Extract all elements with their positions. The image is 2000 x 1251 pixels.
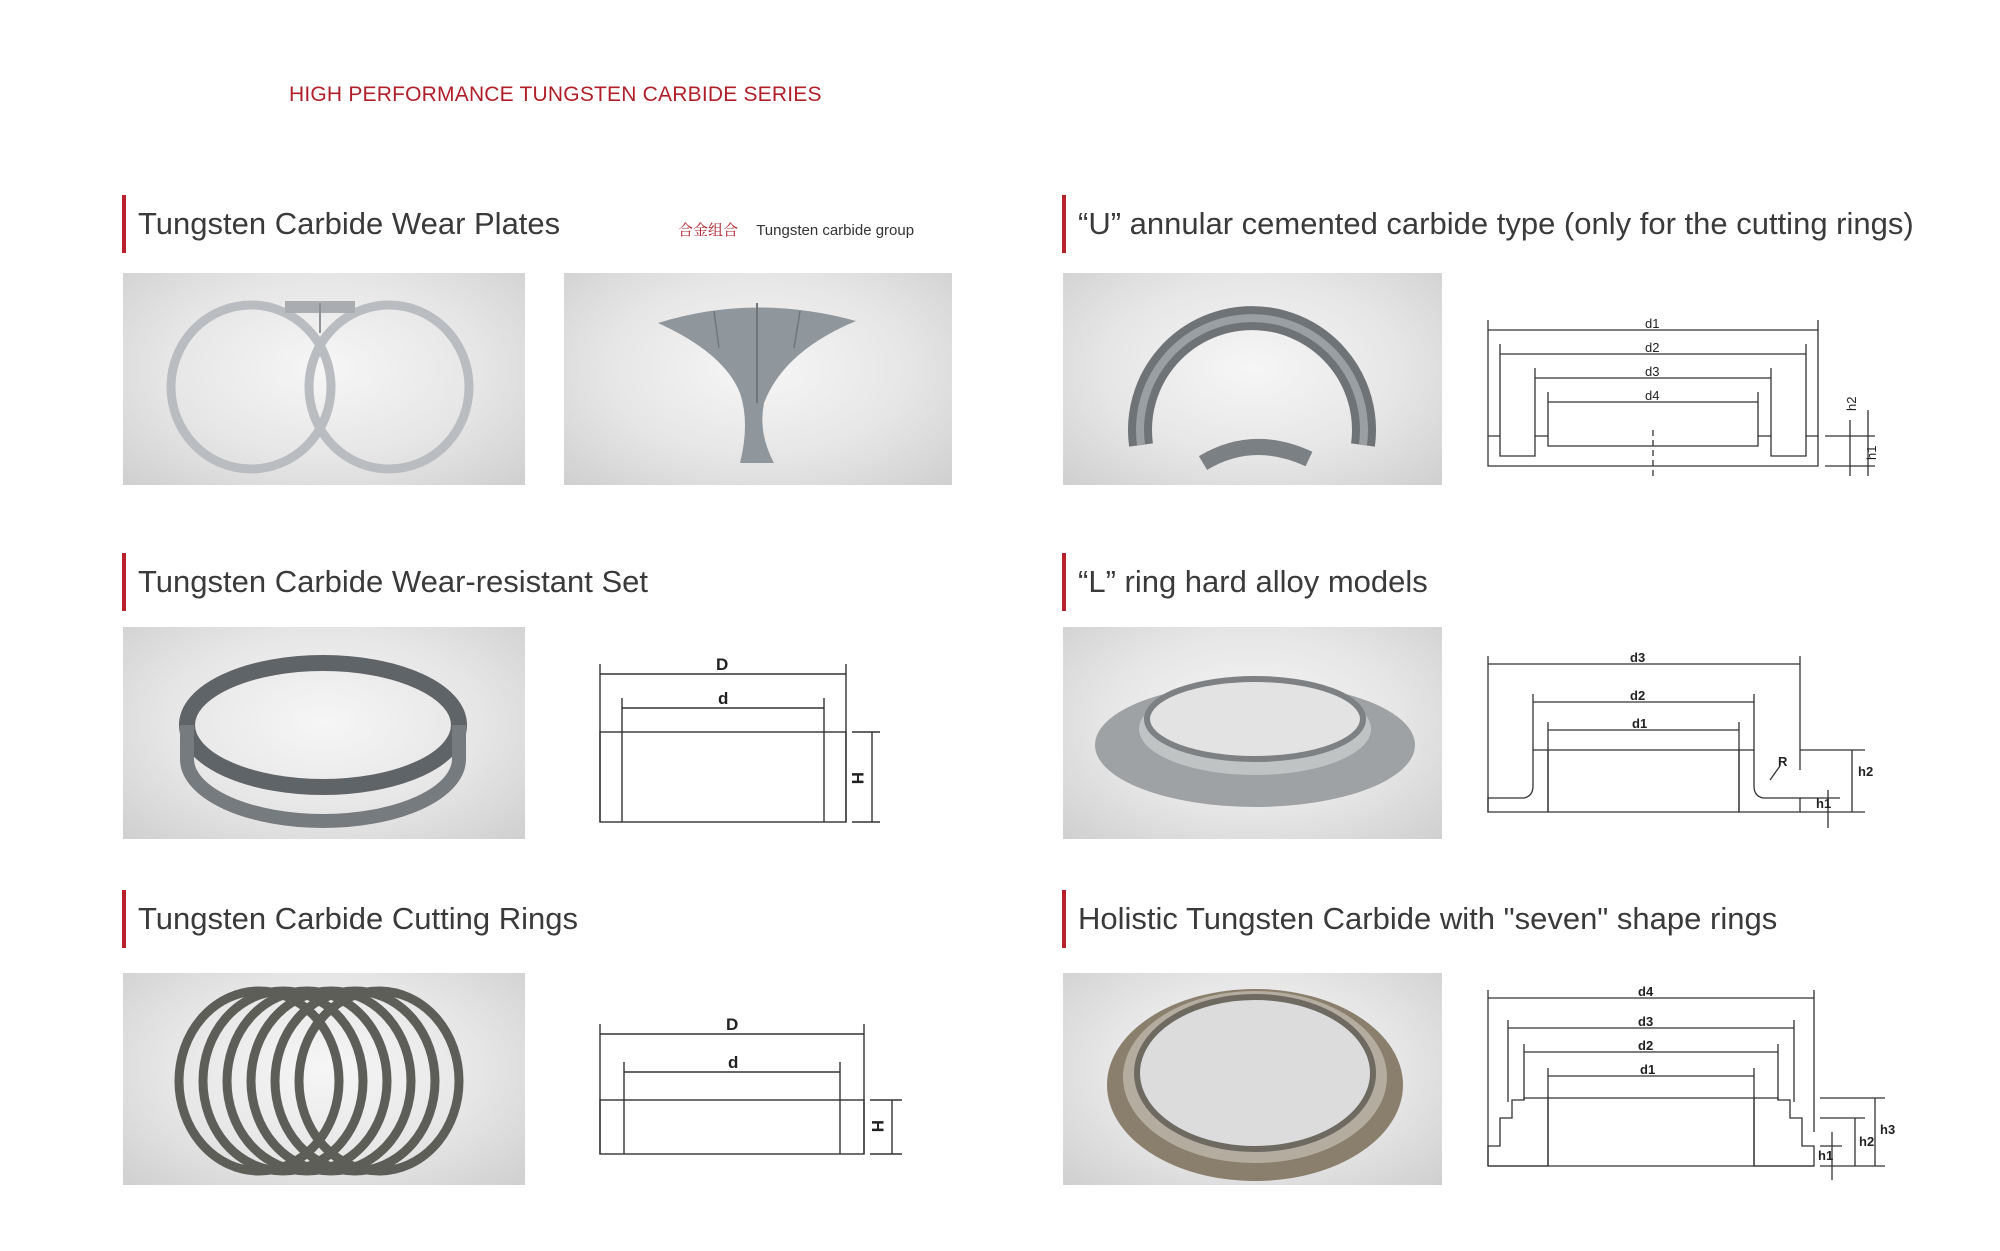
- section-title-cutting-rings: [122, 890, 578, 948]
- cutting-rings-dimension-diagram: [592, 1012, 912, 1162]
- wear-set-photo: [123, 627, 525, 839]
- u-type-dimension-diagram: [1480, 310, 1890, 480]
- dim-label-d: d: [718, 689, 729, 708]
- dim-label-h1: h1: [1816, 796, 1832, 811]
- dim-label-d4: d4: [1645, 388, 1660, 403]
- dim-label-h1: h1: [1864, 445, 1879, 460]
- seven-ring-dimension-diagram: [1480, 982, 1920, 1182]
- tungsten-carbide-group-label: [678, 219, 914, 240]
- wear-set-dimension-diagram: [590, 652, 890, 832]
- wear-plate-photo: [123, 273, 525, 485]
- dim-label-d1: d1: [1640, 1062, 1656, 1077]
- l-ring-photo: [1063, 627, 1442, 839]
- section-title-text: Tungsten Carbide Wear-resistant Set: [138, 564, 649, 599]
- section-title-text: Tungsten Carbide Cutting Rings: [138, 901, 578, 936]
- dim-label-h3: h3: [1880, 1122, 1896, 1137]
- dim-label-d3: d3: [1645, 364, 1660, 379]
- dim-label-d1: d1: [1645, 316, 1660, 331]
- dim-label-H: H: [868, 1120, 887, 1133]
- dim-label-h2: h2: [1844, 396, 1859, 411]
- group-label-cn: 合金组合: [678, 221, 739, 239]
- dim-label-d2: d2: [1630, 688, 1646, 703]
- dim-label-D: D: [726, 1015, 739, 1034]
- dim-label-d3: d3: [1630, 650, 1646, 665]
- dim-label-d4: d4: [1638, 984, 1654, 999]
- cutting-rings-photo: [123, 973, 525, 1185]
- section-title-wear-set: [122, 553, 648, 611]
- seven-ring-photo: [1063, 973, 1442, 1185]
- group-label-en: Tungsten carbide group: [756, 222, 915, 239]
- section-title-u-type: [1062, 195, 1914, 253]
- wear-plate-segment-photo: [564, 273, 952, 485]
- dim-label-h2: h2: [1859, 1134, 1875, 1149]
- section-title-seven-ring: [1062, 890, 1777, 948]
- section-title-text: Tungsten Carbide Wear Plates: [138, 206, 561, 241]
- dim-label-D: D: [716, 655, 729, 674]
- dim-label-d1: d1: [1632, 716, 1648, 731]
- dim-label-h1: h1: [1818, 1148, 1834, 1163]
- dim-label-d2: d2: [1638, 1038, 1654, 1053]
- page-title: HIGH PERFORMANCE TUNGSTEN CARBIDE SERIES: [289, 83, 822, 106]
- dim-label-H: H: [848, 772, 867, 785]
- section-title-wear-plates: [122, 195, 560, 253]
- section-title-text: “U” annular cemented carbide type (only for the cutting rings): [1078, 206, 1914, 241]
- l-ring-dimension-diagram: [1480, 650, 1900, 835]
- section-title-text: “L” ring hard alloy models: [1078, 564, 1428, 599]
- section-title-l-ring: [1062, 553, 1428, 611]
- dim-label-d: d: [728, 1053, 739, 1072]
- dim-label-R: R: [1778, 754, 1788, 769]
- dim-label-h2: h2: [1858, 764, 1874, 779]
- dim-label-d3: d3: [1638, 1014, 1654, 1029]
- u-ring-photo: [1063, 273, 1442, 485]
- section-title-text: Holistic Tungsten Carbide with "seven" shape rings: [1078, 901, 1778, 936]
- dim-label-d2: d2: [1645, 340, 1660, 355]
